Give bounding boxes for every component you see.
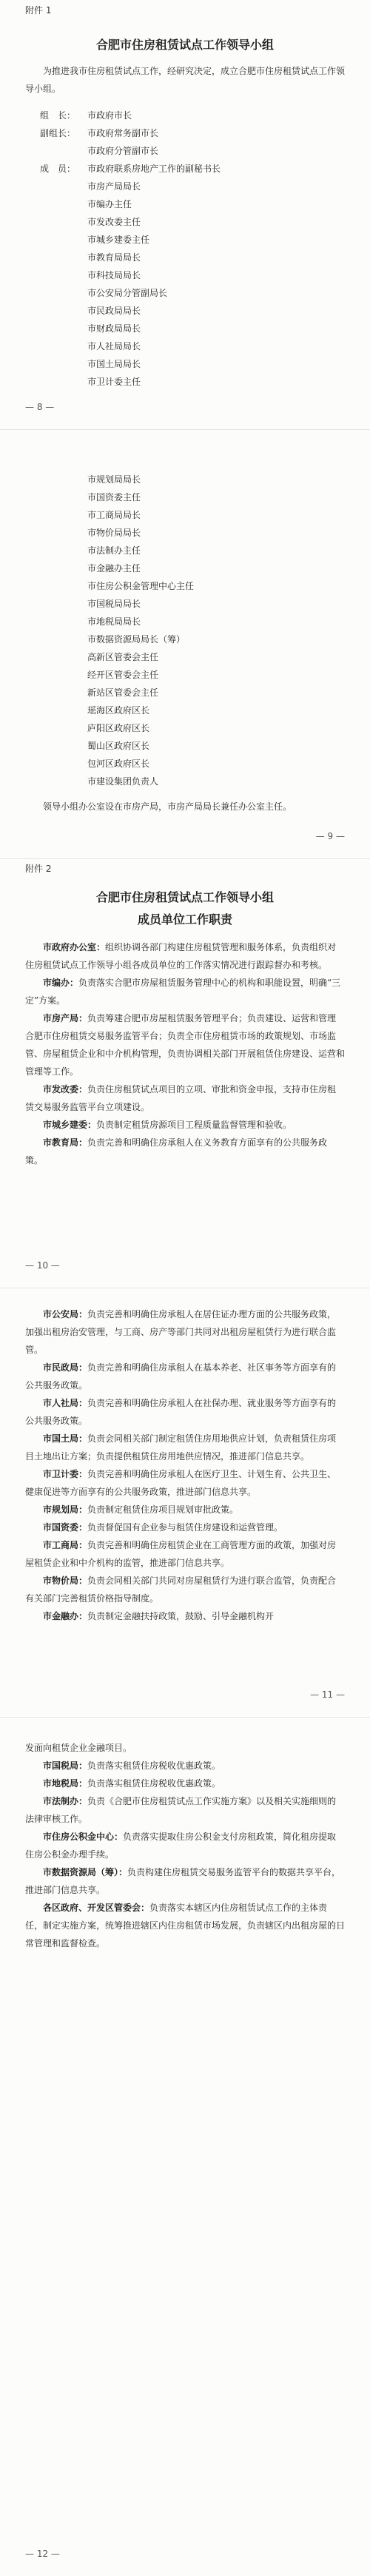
list-item: 市科技局局长 (87, 270, 141, 280)
page-title: 合肥市住房租赁试点工作领导小组 (95, 890, 274, 904)
duty-list (25, 938, 345, 1169)
duty-item (25, 1757, 345, 1775)
duty-item (25, 1536, 345, 1572)
duty-text: 负责完善和明确住房承租人在社保办理、就业服务等方面享有的公共服务政策。 (25, 1398, 337, 1426)
duty-label: 市金融办： (43, 1611, 88, 1621)
list-item: 包河区政府区长 (87, 759, 150, 769)
list-item: 市教育局局长 (87, 252, 141, 263)
duty-label: 市发改委： (43, 1084, 88, 1094)
duty-text: 负责会同相关部门制定租赁住房用地供应计划，负责租赁住房项目土地出让方案；负责提供租赁住房用地供应情况，推进部门信息共享。 (25, 1433, 337, 1462)
list-item: 市建设集团负责人 (87, 776, 159, 787)
duty-item (25, 1792, 345, 1828)
page-12-bottom (0, 2146, 370, 2576)
list-item: 市财政局局长 (87, 323, 141, 334)
list-item: 市国资委主任 (87, 492, 141, 502)
duty-item (25, 1607, 345, 1625)
list-item: 市金融办主任 (87, 563, 141, 574)
list-item: 市卫计委主任 (87, 377, 141, 387)
duty-label: 市公安局： (43, 1309, 88, 1319)
duty-continuation: 发面向租赁企业金融项目。 (25, 1743, 132, 1753)
duty-item (25, 1465, 345, 1501)
duty-label: 市国税局： (43, 1761, 88, 1771)
duty-item (25, 1080, 345, 1116)
page-number: — 11 — (310, 1689, 345, 1700)
duty-item (25, 1519, 345, 1536)
duty-item (25, 1501, 345, 1519)
page-number: — 12 — (25, 2549, 60, 2559)
role-value: 市政府联系房地产工作的副秘书长 (87, 164, 221, 174)
page-11 (0, 1288, 370, 1717)
list-item: 经开区管委会主任 (87, 670, 159, 680)
page-12-top (0, 1717, 370, 2146)
duty-label: 市人社局： (43, 1398, 88, 1408)
list-item: 市法制办主任 (87, 545, 141, 556)
duty-label: 市编办： (43, 978, 79, 988)
duty-text: 负责落实租赁住房税收优惠政策。 (87, 1761, 221, 1771)
duty-item (25, 1359, 345, 1394)
duty-label: 市教育局： (43, 1137, 88, 1148)
annex-label: 附件 1 (25, 5, 52, 16)
list-item: 市地税局局长 (87, 616, 141, 627)
member-list (87, 178, 345, 391)
duty-label: 市国资委： (43, 1522, 88, 1533)
list-item: 蜀山区政府区长 (87, 741, 150, 751)
list-item: 市规划局局长 (87, 474, 141, 485)
duty-item (25, 1134, 345, 1169)
duty-text: 负责构建住房租赁交易服务监管平台的数据共享平台，推进部门信息共享。 (25, 1867, 341, 1895)
member-list (87, 471, 345, 790)
duty-item (25, 938, 345, 974)
list-item: 市住房公积金管理中心主任 (87, 581, 195, 591)
duty-item (25, 1009, 345, 1080)
duty-text: 负责落实合肥市房屋租赁服务管理中心的机构和职能设置，明确“三定”方案。 (25, 978, 341, 1006)
duty-text: 负责制定租赁住房项目规划审批政策。 (87, 1504, 239, 1515)
page-number: — 9 — (315, 831, 345, 841)
list-item: 市数据资源局局长（筹） (87, 634, 186, 645)
duty-label: 市规划局： (43, 1504, 88, 1515)
duty-item (25, 1828, 345, 1863)
duty-text: 负责完善和明确住房承租人在居住证办理方面的公共服务政策，加强出租房治安管理，与工商、房产等部门共同对出租房屋租赁行为进行联合监管。 (25, 1309, 337, 1355)
duty-list (25, 1305, 345, 1625)
duty-label: 市城乡建委： (43, 1120, 97, 1130)
duty-item (25, 1305, 345, 1359)
role-label: 组 长： (40, 110, 76, 121)
duty-text: 负责落实本辖区内住房租赁试点工作的主体责任，制定实施方案，统筹推进辖区内住房租赁市场发展，负责辖区内出租房屋的日常管理和监督检查。 (25, 1903, 346, 1948)
duty-label: 市民政局： (43, 1362, 88, 1373)
leader-row (40, 107, 345, 124)
member-row (40, 160, 345, 178)
duty-item (25, 1572, 345, 1607)
duty-text: 负责完善和明确住房承租人在义务教育方面享有的公共服务政策。 (25, 1137, 328, 1166)
list-item: 瑶海区政府区长 (87, 705, 150, 716)
list-item: 市发改委主任 (87, 217, 141, 227)
duty-text: 负责完善和明确住房租赁企业在工商管理方面的政策，加强对房屋租赁企业和中介机构的监管，推进部门信息共享。 (25, 1540, 337, 1568)
list-item: 高新区管委会主任 (87, 652, 159, 662)
list-item: 市政府分管副市长 (87, 146, 159, 156)
list-item: 市国土局局长 (87, 359, 141, 369)
duty-text: 组织协调各部门构建住房租赁管理和服务体系，负责组织对住房租赁试点工作领导小组各成员单位的工作落实情况进行跟踪督办和考核。 (25, 942, 337, 970)
role-label: 副组长： (40, 128, 76, 138)
duty-item (25, 1116, 345, 1134)
list-item: 庐阳区政府区长 (87, 723, 150, 733)
annex-label: 附件 2 (25, 864, 52, 874)
duty-label: 市国土局： (43, 1433, 88, 1444)
deputy-row (40, 124, 345, 142)
list-item: 市工商局局长 (87, 510, 141, 520)
duty-label: 各区政府、开发区管委会： (43, 1903, 150, 1913)
page-subtitle: 成员单位工作职责 (137, 912, 232, 927)
duty-item (25, 974, 345, 1009)
list-item: 市公安局分管副局长 (87, 288, 168, 298)
duty-label: 市工商局： (43, 1540, 88, 1550)
page-10 (0, 858, 370, 1288)
duty-text: 负责完善和明确住房承租人在医疗卫生、计划生育、公共卫生、健康促进等方面享有的公共服务政策，推进部门信息共享。 (25, 1469, 337, 1497)
list-item: 市城乡建委主任 (87, 235, 150, 245)
page-9 (0, 429, 370, 858)
office-note: 领导小组办公室设在市房产局，市房产局局长兼任办公室主任。 (43, 801, 292, 812)
duty-label: 市法制办： (43, 1796, 88, 1806)
duty-text: 负责督促国有企业参与租赁住房建设和运营管理。 (87, 1522, 283, 1533)
duty-item (25, 1394, 345, 1430)
page-8 (0, 0, 370, 429)
duty-text: 负责制定金融扶持政策，鼓励、引导金融机构开 (87, 1611, 275, 1621)
duty-item (25, 1863, 345, 1899)
duty-item (25, 1775, 345, 1792)
duty-text: 负责《合肥市住房租赁试点工作实施方案》以及相关实施细则的法律审核工作。 (25, 1796, 337, 1824)
duty-label: 市住房公积金中心： (43, 1832, 124, 1842)
page-title: 合肥市住房租赁试点工作领导小组 (95, 38, 274, 52)
duty-label: 市数据资源局（筹）： (43, 1867, 128, 1877)
list-item: 市人社局局长 (87, 341, 141, 352)
role-label: 成 员： (40, 164, 76, 174)
duty-item (25, 1430, 345, 1465)
duty-label: 市物价局： (43, 1575, 88, 1586)
list-item: 市物价局局长 (87, 528, 141, 538)
list-item: 市房产局局长 (87, 181, 141, 192)
duty-text: 负责制定租赁房源项目工程质量监督管理和验收。 (96, 1120, 292, 1130)
deputy-list (87, 142, 345, 160)
list-item: 市民政局局长 (87, 306, 141, 316)
role-value: 市政府市长 (87, 110, 132, 121)
page-number: — 8 — (25, 402, 55, 412)
duty-label: 市卫计委： (43, 1469, 88, 1479)
duty-text: 负责会同相关部门共同对房屋租赁行为进行联合监管，负责配合有关部门完善租赁价格指导制度。 (25, 1575, 337, 1604)
duty-text: 负责落实提取住房公积金支付房租政策，简化租房提取住房公积金办理手续。 (25, 1832, 337, 1860)
duty-text: 负责筹建合肥市房屋租赁服务管理平台；负责建设、运营和管理合肥市住房租赁交易服务监管平台；负责全市住房租赁市场的政策规划、市场监管、房屋租赁企业和中介机构管理，负责协调相关部门开展租赁住房建设、运营和管理等工作。 (25, 1013, 346, 1077)
list-item: 市编办主任 (87, 199, 132, 209)
duty-list (25, 1739, 345, 1952)
intro-paragraph: 为推进我市住房租赁试点工作，经研究决定，成立合肥市住房租赁试点工作领导小组。 (25, 66, 346, 94)
role-value: 市政府常务副市长 (87, 128, 159, 138)
duty-label: 市地税局： (43, 1778, 88, 1789)
duty-label: 市政府办公室： (43, 942, 106, 952)
duty-item (25, 1899, 345, 1952)
page-number: — 10 — (25, 1260, 60, 1271)
list-item: 市国税局局长 (87, 599, 141, 609)
duty-text: 负责住房租赁试点项目的立项、审批和资金申报，支持市住房租赁交易服务监管平台立项建设。 (25, 1084, 337, 1112)
duty-text: 负责落实租赁住房税收优惠政策。 (87, 1778, 221, 1789)
duty-text: 负责完善和明确住房承租人在基本养老、社区事务等方面享有的公共服务政策。 (25, 1362, 337, 1390)
list-item: 新站区管委会主任 (87, 687, 159, 698)
duty-label: 市房产局： (43, 1013, 88, 1023)
